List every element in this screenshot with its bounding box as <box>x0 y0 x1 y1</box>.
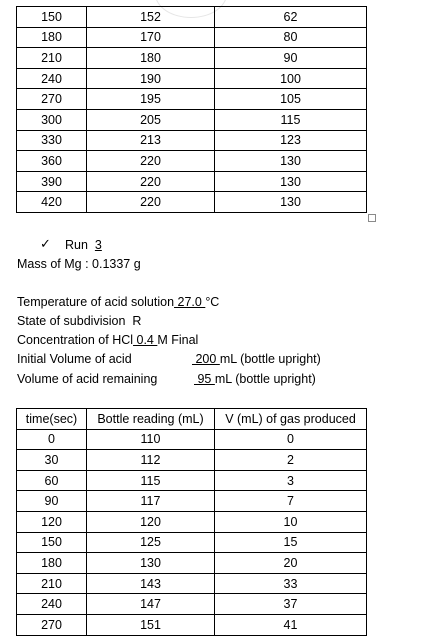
table-cell: 37 <box>215 594 367 615</box>
table-cell: 390 <box>17 171 87 192</box>
subdivision-label: State of subdivision <box>17 314 126 328</box>
table-cell: 270 <box>17 89 87 110</box>
table-cell: 33 <box>215 573 367 594</box>
table-cell: 120 <box>17 511 87 532</box>
table-row <box>17 7 367 28</box>
column-header: Bottle reading (mL) <box>87 409 215 430</box>
table-cell: 10 <box>215 511 367 532</box>
mass-line: Mass of Mg : 0.1337 g <box>17 257 141 271</box>
table-row <box>17 470 367 491</box>
table-row <box>17 450 367 471</box>
table-row <box>17 511 367 532</box>
table-row <box>17 594 367 615</box>
table-cell: 80 <box>215 27 367 48</box>
table-cell: 180 <box>17 553 87 574</box>
table-cell: 120 <box>87 511 215 532</box>
remaining-volume-label: Volume of acid remaining <box>17 372 158 386</box>
table-cell: 210 <box>17 48 87 69</box>
table-cell: 420 <box>17 192 87 213</box>
table-row <box>17 68 367 89</box>
concentration-label: Concentration of HCl <box>17 333 134 347</box>
table-cell: 90 <box>17 491 87 512</box>
table-row <box>17 553 367 574</box>
table-cell: 180 <box>87 48 215 69</box>
table-cell: 130 <box>215 151 367 172</box>
table-cell: 195 <box>87 89 215 110</box>
table-cell: 60 <box>17 470 87 491</box>
table-cell: 130 <box>215 171 367 192</box>
table-row <box>17 48 367 69</box>
initial-volume-line <box>17 352 321 366</box>
table-cell: 190 <box>87 68 215 89</box>
remaining-volume-value: 95 <box>194 372 215 386</box>
table-cell: 170 <box>87 27 215 48</box>
table-cell: 130 <box>87 553 215 574</box>
table-cell: 117 <box>87 491 215 512</box>
table-row <box>17 532 367 553</box>
table-cell: 115 <box>215 109 367 130</box>
concentration-line <box>17 333 198 347</box>
checkmark-icon: ✓ <box>40 236 51 251</box>
temperature-label: Temperature of acid solution <box>17 295 175 309</box>
run-heading <box>65 238 102 252</box>
remaining-volume-unit: mL (bottle upright) <box>214 372 316 386</box>
table-cell: 240 <box>17 68 87 89</box>
table-row <box>17 151 367 172</box>
table-cell: 0 <box>17 429 87 450</box>
table-row <box>17 89 367 110</box>
table-cell: 90 <box>215 48 367 69</box>
table-row <box>17 491 367 512</box>
table-resize-handle[interactable] <box>368 214 376 222</box>
initial-volume-value: 200 <box>192 352 220 366</box>
table-cell: 220 <box>87 171 215 192</box>
table-cell: 123 <box>215 130 367 151</box>
run-number: 3 <box>94 238 102 252</box>
table-cell: 0 <box>215 429 367 450</box>
table-cell: 210 <box>17 573 87 594</box>
column-header: V (mL) of gas produced <box>215 409 367 430</box>
temperature-value: 27.0 <box>174 295 206 309</box>
concentration-value: 0.4 <box>133 333 158 347</box>
table-row <box>17 27 367 48</box>
subdivision-value: R <box>132 314 142 328</box>
initial-volume-unit: mL (bottle upright) <box>219 352 321 366</box>
initial-volume-label: Initial Volume of acid <box>17 352 132 366</box>
table-cell: 112 <box>87 450 215 471</box>
table-cell: 180 <box>17 27 87 48</box>
table-cell: 360 <box>17 151 87 172</box>
table-cell: 213 <box>87 130 215 151</box>
table-cell: 125 <box>87 532 215 553</box>
concentration-unit: M Final <box>157 333 199 347</box>
table-cell: 30 <box>17 450 87 471</box>
subdivision-line <box>17 314 141 328</box>
table-cell: 147 <box>87 594 215 615</box>
table-cell: 150 <box>17 7 87 28</box>
table-cell: 205 <box>87 109 215 130</box>
table-cell: 143 <box>87 573 215 594</box>
table-cell: 152 <box>87 7 215 28</box>
table-cell: 130 <box>215 192 367 213</box>
remaining-volume-line <box>17 372 316 386</box>
table-cell: 15 <box>215 532 367 553</box>
table-cell: 105 <box>215 89 367 110</box>
table-cell: 100 <box>215 68 367 89</box>
table-cell: 115 <box>87 470 215 491</box>
table-cell: 20 <box>215 553 367 574</box>
table-cell: 62 <box>215 7 367 28</box>
data-table-run-2 <box>16 6 367 213</box>
temperature-unit: °C <box>205 295 220 309</box>
temperature-line <box>17 295 219 309</box>
table-row <box>17 573 367 594</box>
column-header: time(sec) <box>17 409 87 430</box>
table-cell: 110 <box>87 429 215 450</box>
run-label: Run <box>65 238 88 252</box>
table-cell: 151 <box>87 614 215 635</box>
table-row <box>17 109 367 130</box>
table-cell: 150 <box>17 532 87 553</box>
table-row <box>17 130 367 151</box>
table-cell: 220 <box>87 192 215 213</box>
table-cell: 7 <box>215 491 367 512</box>
table-header-row <box>17 409 367 430</box>
table-cell: 270 <box>17 614 87 635</box>
table-row <box>17 429 367 450</box>
table-cell: 330 <box>17 130 87 151</box>
table-cell: 41 <box>215 614 367 635</box>
table-cell: 220 <box>87 151 215 172</box>
table-cell: 2 <box>215 450 367 471</box>
table-cell: 300 <box>17 109 87 130</box>
table-cell: 240 <box>17 594 87 615</box>
table-row <box>17 192 367 213</box>
table-row <box>17 171 367 192</box>
data-table-run-3 <box>16 408 367 636</box>
table-cell: 3 <box>215 470 367 491</box>
